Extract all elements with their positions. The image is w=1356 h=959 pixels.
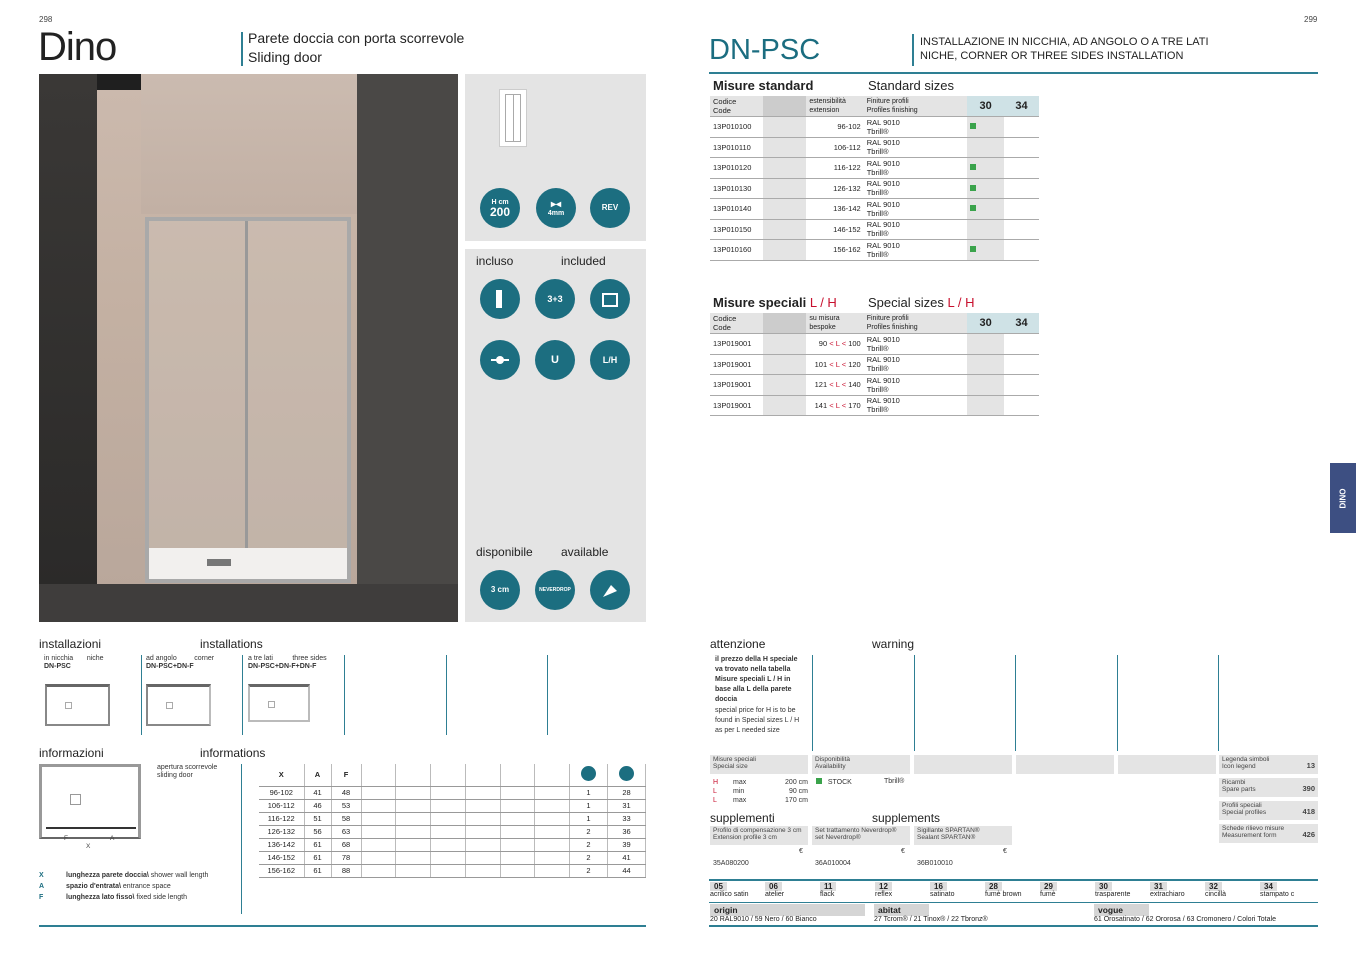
dimensions-table: X A F 96-102 41 48 1 28 106-112 46 53 1 31 116-122 51 58 1 33 126-132 56 63 2 36 136-142 61 68 2 39 146-152 61 78 2 41 156-162 61 88 2 44: [259, 764, 646, 878]
stock-mark: [970, 205, 976, 211]
special-title-en: Special sizes L / H: [868, 295, 975, 310]
install-en: NICHE, CORNER OR THREE SIDES INSTALLATION: [920, 50, 1184, 62]
install-niche: in nicchia niche DN-PSC: [44, 655, 104, 671]
neverdrop-icon: NEVERDROP: [535, 570, 575, 610]
stock-mark: [970, 246, 976, 252]
finish-collections: origin 20 RAL9010 / 59 Nero / 60 Bianco abitat 27 Tcrom® / 21 Tinox® / 22 Tbronz® vogue 61 Orosatinato / 62 Ororosa / 63 Cromonero / Colori Totale: [710, 905, 1276, 923]
niche-diagram: [45, 684, 110, 726]
profile-count-icon: [581, 766, 596, 781]
incluso-label: incluso: [476, 254, 514, 268]
install-it: INSTALLAZIONE IN NICCHIA, AD ANGOLO O A TRE LATI: [920, 36, 1209, 48]
page-number-right: 299: [1304, 15, 1318, 24]
extension-3cm-icon: 3 cm: [480, 570, 520, 610]
page-number-left: 298: [39, 15, 53, 24]
installations-title: installations: [200, 637, 263, 651]
supplement-2: Set trattamento Neverdrop® set Neverdrop®: [812, 826, 910, 845]
price-1: €: [799, 848, 803, 855]
warning-text-en: special price for H is to be found in Special sizes L / H as per L needed size: [715, 707, 800, 734]
glass-4mm-icon: ▸◂ 4mm: [536, 188, 576, 228]
f-dim-label: F: [64, 835, 68, 842]
misure-box: Misure speciali Special size: [710, 755, 808, 774]
supplement-code-1: 35A080200: [713, 860, 749, 867]
apertura-text: apertura scorrevole sliding door: [157, 764, 218, 780]
disponibile-label: disponibile: [476, 545, 533, 559]
dimension-legend: X lunghezza parete doccia\ shower wall length A spazio d'entrata\ entrance space F lunghezza lato fisso\ fixed side length: [39, 872, 209, 901]
available-label: available: [561, 545, 609, 559]
price-2: €: [901, 848, 905, 855]
product-code: DN-PSC: [709, 34, 821, 66]
supplement-code-2: 36A010004: [815, 860, 851, 867]
supplement-1: Profilo di compensazione 3 cm Extension profile 3 cm: [710, 826, 808, 845]
handle-icon: [480, 340, 520, 380]
safety-glass-icon: 3+3: [535, 279, 575, 319]
availability-box: Disponibilità Availability: [812, 755, 910, 774]
stock-mark: [970, 185, 976, 191]
door-thumbnail: [499, 89, 527, 147]
standard-title-en: Standard sizes: [868, 78, 954, 93]
height-200-icon: H cm 200: [480, 188, 520, 228]
standard-sizes-table: Codice Code estensibilità extension Finiture profili Profiles finishing 30 34 13P010100 96-102 RAL 9010 Tbrill® 13P010110 106-112 RAL 9010 Tbrill® 13P010120 116-122 RAL 9010 Tbrill® 13P010130 126-132 RAL 9010 Tbrill® 13P010140 136-142 RAL 9010 Tbrill® 13P010150 146-152 RAL 9010 Tbrill® 13P010160 156-162 RAL 9010 Tbrill®: [710, 96, 1039, 261]
install-three-sides: a tre lati three sides DN-PSC+DN-F+DN-F: [248, 655, 327, 671]
u-profile-icon: U: [535, 340, 575, 380]
glass-colors: 05 acrilico satin 06 atelier 11 flack 12 reflex 16 satinato 28 fumè brown 29 fumè 30 trasparente 31 extrachiaro 32 cincillà 34 stampato c: [710, 882, 1295, 898]
x-dim-label: X: [86, 843, 91, 850]
supplementi-title: supplementi: [710, 811, 775, 825]
special-sizes-table: Codice Code su misura bespoke Finiture profili Profiles finishing 30 34 13P019001 90 < L < 100 RAL 9010 Tbrill® 13P019001 101 < L < 120 RAL 9010 Tbrill® 13P019001 121 < L < 140 RAL 9010 Tbrill® 13P019001 141 < L < 170 RAL 9010 Tbrill®: [710, 313, 1039, 416]
lh-adjust-icon: L/H: [590, 340, 630, 380]
reversible-icon: REV: [590, 188, 630, 228]
roller-icon: [590, 279, 630, 319]
warning-text-it: il prezzo della H speciale va trovato nella tabella Misure speciali L / H in base alla L della parete doccia: [715, 656, 798, 703]
profile-icon: [480, 279, 520, 319]
subtitle-en: Sliding door: [248, 49, 322, 65]
supplement-code-3: 36B010010: [917, 860, 953, 867]
a-dim-label: A: [110, 835, 115, 842]
attenzione-title: attenzione: [710, 637, 766, 651]
availability-finish: Tbrill®: [884, 778, 905, 785]
informazioni-title: informazioni: [39, 746, 104, 760]
supplements-title: supplements: [872, 811, 941, 825]
standard-title-it: Misure standard: [713, 78, 814, 93]
special-title-it: Misure speciali L / H: [713, 295, 837, 310]
supplement-3: Sigillante SPARTAN® Sealant SPARTAN®: [914, 826, 1012, 845]
three-sides-diagram: [248, 684, 310, 722]
sealant-icon: [590, 570, 630, 610]
brand-title: Dino: [38, 25, 117, 69]
warning-title: warning: [872, 637, 915, 651]
availability-stock: STOCK: [816, 778, 852, 787]
informations-title: informations: [200, 746, 266, 760]
price-3: €: [1003, 848, 1007, 855]
included-label: included: [561, 254, 606, 268]
install-corner: ad angolo corner DN-PSC+DN-F: [146, 655, 215, 671]
side-tab: DINO: [1330, 463, 1356, 533]
weight-icon: [619, 766, 634, 781]
stock-mark: [970, 164, 976, 170]
subtitle-it: Parete doccia con porta scorrevole: [248, 30, 465, 46]
plan-diagram: [39, 764, 141, 839]
misure-list: H max 200 cm L min 90 cm L max 170 cm: [713, 779, 808, 804]
installazioni-title: installazioni: [39, 637, 102, 651]
legend-box: Legenda simboli Icon legend 13 Ricambi Spare parts 390 Profili speciali Special profiles 418 Schede rilievo misure Measurement form 426: [1219, 755, 1318, 843]
product-photo: [39, 74, 458, 622]
corner-diagram: [146, 684, 211, 726]
stock-mark: [970, 123, 976, 129]
